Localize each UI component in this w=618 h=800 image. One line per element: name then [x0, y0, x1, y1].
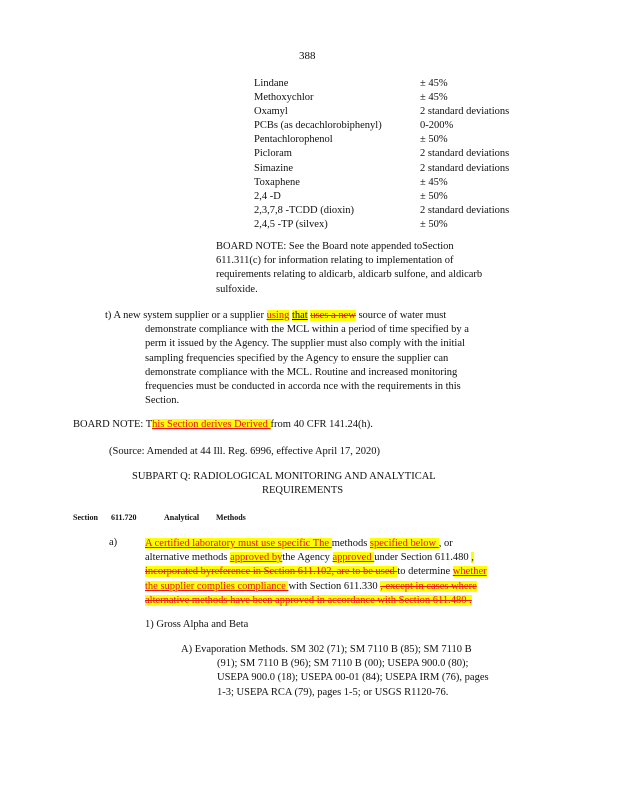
- page-number: 388: [299, 50, 316, 62]
- paragraph-t-line: sampling frequencies specified by the Agency to ensure the supplier can: [145, 352, 449, 364]
- tolerance-value: ± 50%: [420, 190, 448, 202]
- compound-name: PCBs (as decachlorobiphenyl): [254, 120, 382, 132]
- text-run: BOARD NOTE: T: [73, 419, 153, 430]
- compound-name: Toxaphene: [254, 176, 300, 188]
- compound-name: Lindane: [254, 78, 289, 89]
- section-number: 611.720: [111, 513, 137, 522]
- paragraph-a-line: [145, 565, 487, 579]
- compound-name: 2,3,7,8 -TCDD (dioxin): [254, 204, 355, 216]
- tolerance-row: [254, 105, 554, 119]
- compound-name: 2,4,5 -TP (silvex): [254, 218, 328, 230]
- text-run: under Section 611.480: [374, 552, 472, 564]
- tolerance-value: 2 standard deviations: [420, 204, 510, 216]
- tolerance-row: [254, 162, 554, 176]
- compound-name: Pentachlorophenol: [254, 134, 333, 146]
- section-title-word: Methods: [216, 513, 246, 522]
- tolerance-value: ± 45%: [420, 78, 448, 89]
- compound-name: Simazine: [254, 162, 294, 174]
- item-1-heading: 1) Gross Alpha and Beta: [145, 619, 249, 630]
- subpart-heading-line2: REQUIREMENTS: [262, 485, 344, 496]
- text-run: from 40 CFR 141.24(h).: [270, 419, 373, 430]
- tolerance-row: [254, 176, 554, 190]
- tolerance-row: [254, 190, 554, 204]
- text-run: with Section 611.330: [288, 580, 381, 592]
- tolerance-row: [254, 218, 554, 232]
- inserted-text: A certified laboratory must use specific The: [145, 538, 332, 549]
- paragraph-a-line: [145, 551, 487, 565]
- compound-name: 2,4 -D: [254, 190, 281, 202]
- paragraph-a-line: [145, 580, 487, 594]
- inserted-text: that: [291, 310, 308, 321]
- paragraph-t-line: demonstrate compliance with the MCL. Routine and increased monitoring: [145, 366, 458, 378]
- inserted-text: specified below: [369, 538, 439, 549]
- paragraph-t-line: Section.: [145, 395, 180, 407]
- compound-name: Picloram: [254, 148, 292, 160]
- tolerance-value: 2 standard deviations: [420, 162, 510, 174]
- compound-name: Oxamyl: [254, 106, 288, 118]
- compound-name: Methoxychlor: [254, 92, 314, 104]
- paragraph-t: [105, 309, 469, 408]
- board-note-1-line: BOARD NOTE: See the Board note appended toSection: [216, 241, 454, 252]
- text-run: t) A new system supplier or a supplier: [105, 310, 267, 321]
- item-A-line: 1-3; USEPA RCA (79), pages 1-5; or USGS R1120-76.: [217, 686, 449, 698]
- item-A: [181, 643, 489, 700]
- inserted-text: ,: [471, 552, 474, 564]
- subpart-heading: SUBPART Q: RADIOLOGICAL MONITORING AND ANALYTICAL: [132, 471, 436, 482]
- tolerance-row: [254, 91, 554, 105]
- tolerance-table: [254, 77, 554, 232]
- section-title-word: Analytical: [164, 513, 200, 522]
- tolerance-value: ± 45%: [420, 92, 448, 104]
- source-note: (Source: Amended at 44 Ill. Reg. 6996, effective April 17, 2020): [109, 446, 380, 457]
- paragraph-a-line: [145, 537, 487, 551]
- tolerance-row: [254, 77, 554, 91]
- inserted-text: the supplier complies compliance: [145, 580, 289, 592]
- paragraph-a: [145, 537, 487, 608]
- paragraph-a-line: [145, 594, 487, 608]
- inserted-text: whether: [452, 566, 487, 578]
- item-A-line: A) Evaporation Methods. SM 302 (71); SM 7110 B (85); SM 7110 B: [181, 644, 472, 655]
- board-note-2: [73, 419, 373, 430]
- paragraph-t-first-line: [105, 309, 469, 323]
- tolerance-row: [254, 119, 554, 133]
- paragraph-t-line: frequencies must be conducted in accorda nce with the requirements in this: [145, 381, 461, 393]
- text-run: source of water must: [355, 310, 447, 321]
- board-note-1: [216, 240, 482, 297]
- deleted-text: incorporated byreference in Section 611.102, are to be used: [145, 566, 398, 578]
- section-label: Section: [73, 513, 98, 522]
- paragraph-t-line: perm it issued by the Agency. The supplier must also comply with the initial: [145, 338, 465, 350]
- deleted-text: uses a new: [310, 310, 356, 321]
- inserted-text: using: [266, 310, 290, 321]
- text-run: to determine: [397, 566, 453, 578]
- text-run: the Agency: [282, 552, 333, 564]
- tolerance-value: ± 50%: [420, 134, 448, 146]
- inserted-text: approved: [332, 552, 375, 564]
- text-run: methods: [331, 538, 370, 549]
- text-run: alternative methods: [145, 552, 231, 564]
- paragraph-t-line: demonstrate compliance with the MCL within a period of time specified by a: [145, 324, 469, 336]
- tolerance-row: [254, 133, 554, 147]
- board-note-1-line: requirements relating to aldicarb, aldicarb sulfone, and aldicarb: [216, 269, 483, 281]
- item-A-line: USEPA 900.0 (18); USEPA 00-01 (84); USEPA IRM (76), pages: [217, 672, 489, 684]
- tolerance-row: [254, 147, 554, 161]
- paragraph-a-label: a): [109, 537, 118, 548]
- tolerance-value: ± 50%: [420, 218, 448, 230]
- item-A-line: (91); SM 7110 B (96); SM 7110 B (00); USEPA 900.0 (80);: [217, 658, 469, 670]
- tolerance-value: 0-200%: [420, 120, 454, 132]
- deleted-text: alternative methods have been approved in accordance with Section 611.480 .: [145, 594, 472, 606]
- tolerance-value: 2 standard deviations: [420, 106, 510, 118]
- board-note-1-line: 611.311(c) for information relating to implementation of: [216, 255, 454, 267]
- tolerance-value: ± 45%: [420, 176, 448, 188]
- tolerance-row: [254, 204, 554, 218]
- deleted-text: , except in cases where: [380, 580, 477, 592]
- inserted-text: his Section derives Derived: [152, 419, 271, 430]
- tolerance-value: 2 standard deviations: [420, 148, 510, 160]
- board-note-1-line: sulfoxide.: [216, 283, 258, 295]
- inserted-text: approved by: [230, 552, 283, 564]
- text-run: , or: [438, 538, 453, 549]
